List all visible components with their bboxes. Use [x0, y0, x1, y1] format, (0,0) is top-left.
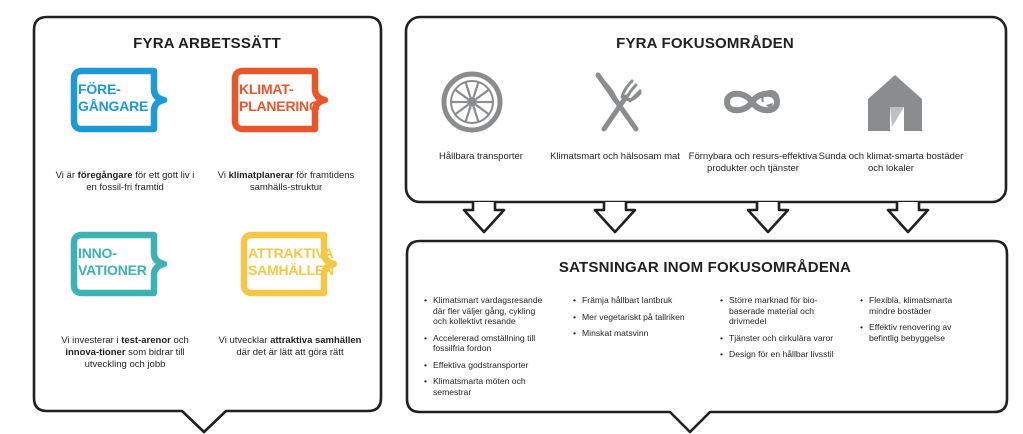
initiative-item: • Design för en hållbar livsstil — [720, 349, 840, 360]
description-text: som bidrar till utveckling och jobb — [84, 347, 185, 370]
emphasis-text: attraktiva samhällen — [270, 335, 362, 346]
description-text: för framtidens samhälls-struktur — [249, 170, 355, 193]
description-text: där det är lätt att göra rätt — [236, 347, 344, 358]
initiative-item: • Effektiv renovering av befintlig bebyggelse — [860, 322, 970, 343]
knife-fork-icon — [584, 67, 654, 137]
badge-2 — [231, 67, 331, 133]
emphasis-text: innova-tioner — [65, 347, 126, 358]
focus-area-label: Sunda och klimat-smarta bostäder och lokaler — [818, 151, 964, 174]
initiatives-column-3 — [720, 295, 840, 366]
initiative-item: • Accelererad omställning till fossilfria fordon — [424, 333, 544, 354]
badge-3 — [70, 231, 170, 297]
badge-title: ATTRAKTIVA SAMHÄLLEN — [248, 245, 335, 278]
badge-1 — [70, 67, 170, 133]
description-text: Vi utvecklar — [218, 335, 271, 346]
initiative-item: • Tjänster och cirkulära varor — [720, 333, 840, 344]
focus-area-label: Klimatsmart och hälsosam mat — [550, 151, 680, 162]
initiative-item: • Flexibla, klimatsmarta mindre bostäder — [860, 295, 970, 316]
badge-title: INNO- VATIONER — [78, 245, 147, 278]
description-text: Vi investerar i — [61, 335, 122, 346]
emphasis-text: test-arenor — [121, 335, 171, 346]
focus-panel-title: FYRA FOKUSOMRÅDEN — [616, 35, 794, 52]
description-text: och — [170, 335, 189, 346]
infinity-recycle-icon — [717, 67, 787, 137]
focus-area-label: Hållbara transporter — [439, 151, 523, 162]
initiatives-column-4 — [860, 295, 970, 349]
initiatives-column-1 — [424, 295, 544, 403]
badge-description — [211, 170, 361, 194]
badge-description — [50, 170, 200, 194]
description-text: Vi är — [55, 170, 78, 181]
wheel-icon — [437, 67, 507, 137]
badge-description — [50, 335, 200, 371]
house-icon — [860, 67, 930, 137]
initiatives-panel-title: SATSNINGAR INOM FOKUSOMRÅDENA — [558, 259, 852, 276]
initiatives-column-2 — [573, 295, 693, 345]
initiative-item: • Klimatsmarta möten och semestrar — [424, 376, 544, 397]
down-arrows — [464, 202, 928, 232]
initiative-item: • Klimatsmart vardagsresande där fler väljer gång, cykling och kollektivt resande — [424, 295, 544, 327]
left-panel-title: FYRA ARBETSSÄTT — [133, 35, 281, 52]
badge-title: KLIMAT- PLANERING — [239, 81, 320, 114]
description-text: Vi — [217, 170, 229, 181]
badge-4 — [240, 231, 340, 297]
description-text: för ett gott liv i en fossil-fri framtid — [86, 170, 195, 193]
initiative-item: • Främja hållbart lantbruk — [573, 295, 693, 306]
initiative-item: • Effektiva godstransporter — [424, 360, 544, 371]
initiative-item: • Minskat matsvinn — [573, 328, 693, 339]
initiative-item: • Större marknad för bio-baserade material och drivmedel — [720, 295, 840, 327]
badge-description — [215, 335, 365, 359]
emphasis-text: klimatplanerar — [228, 170, 294, 181]
badge-title: FÖRE- GÅNGARE — [78, 81, 149, 114]
initiative-item: • Mer vegetariskt på tallriken — [573, 312, 693, 323]
emphasis-text: föregångare — [77, 170, 133, 181]
focus-area-label: Förnybara och resurs-effektiva produkter och tjänster — [688, 151, 818, 174]
